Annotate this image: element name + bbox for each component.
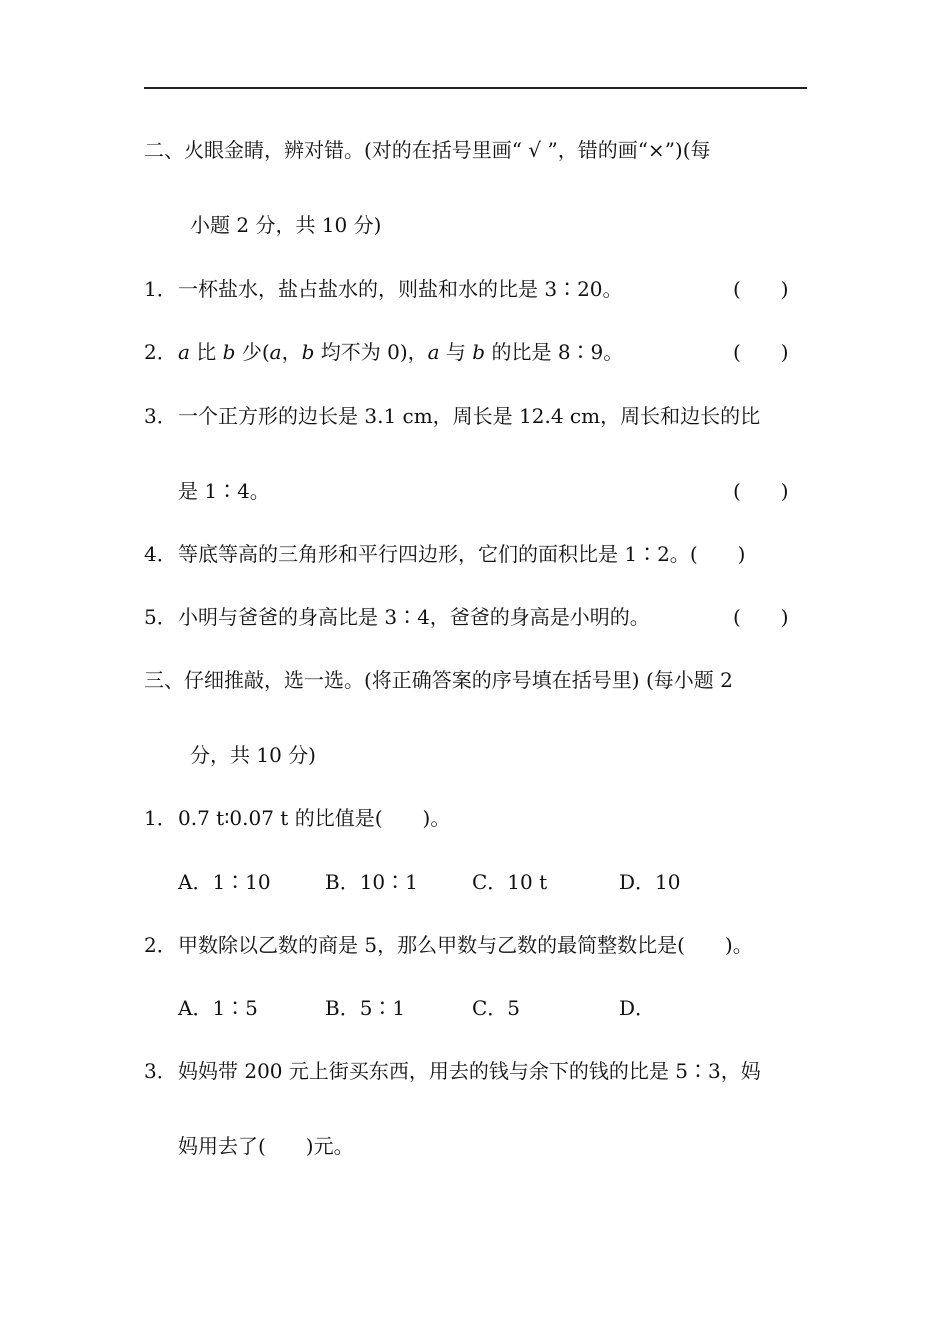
section3-heading: 三、仔细推敲，选一选。(将正确答案的序号填在括号里) (每小题 2: [144, 668, 733, 692]
s3-q3-cont-text: 妈用去了: [178, 1134, 258, 1158]
s3-q1-text: 0.7 t∶0.07 t 的比值是: [178, 806, 375, 830]
var-a: a: [269, 340, 282, 364]
section2-heading-cont: 小题 2 分，共 10 分): [190, 213, 382, 237]
s2-item-1-answer-blank[interactable]: ( ): [733, 277, 789, 301]
s2-item-5-text: 小明与爸爸的身高比是 3∶4，爸爸的身高是小明的。: [178, 605, 650, 629]
s2-item-2: [144, 339, 623, 365]
var-b: b: [472, 340, 486, 364]
s2-item-2-text-part: 少(: [235, 340, 270, 364]
s3-q2-option-a[interactable]: A．1∶5: [178, 996, 258, 1020]
s3-q2-option-d[interactable]: D．: [619, 996, 656, 1020]
s3-q1-number: 1．: [144, 806, 177, 830]
s2-item-2-text-part: 与: [439, 340, 473, 364]
s2-item-5: [144, 604, 650, 630]
s3-q1-option-b[interactable]: B．10∶1: [325, 870, 418, 894]
s2-item-2-text-part: ，: [281, 340, 302, 364]
s2-item-5-answer-blank[interactable]: ( ): [733, 605, 789, 629]
s2-item-3-number: 3．: [144, 404, 177, 428]
s3-q3-text: 妈妈带 200 元上街买东西，用去的钱与余下的钱的比是 5∶3，妈: [178, 1059, 761, 1083]
s2-item-2-answer-blank[interactable]: ( ): [733, 340, 789, 364]
s3-q3-answer-blank[interactable]: ( ): [258, 1134, 314, 1158]
s2-item-4-number: 4．: [144, 542, 177, 566]
s2-item-4-text: 等底等高的三角形和平行四边形，它们的面积比是 1∶2。: [178, 542, 690, 566]
s3-q2-end: 。: [732, 933, 753, 957]
s2-item-1-text: 一杯盐水，盐占盐水的，则盐和水的比是 3∶20。: [178, 277, 623, 301]
header-rule: [144, 87, 807, 89]
s3-q1-answer-blank[interactable]: ( ): [374, 806, 431, 830]
s3-q2: [144, 932, 753, 958]
section2-heading: 二、火眼金睛，辨对错。(对的在括号里画“ √ ”，错的画“×”)(每: [144, 138, 711, 162]
s3-q3-number: 3．: [144, 1059, 177, 1083]
s3-q3-cont: [178, 1133, 354, 1159]
var-a: a: [427, 340, 440, 364]
s3-q1-option-c[interactable]: C．10 t: [472, 870, 548, 894]
s2-item-3-text: 一个正方形的边长是 3.1 cm，周长是 12.4 cm，周长和边长的比: [178, 404, 761, 428]
s3-q2-option-b[interactable]: B．5∶1: [325, 996, 406, 1020]
s3-q1-option-d[interactable]: D．10: [619, 870, 681, 894]
var-b: b: [222, 340, 236, 364]
s2-item-1: [144, 276, 623, 302]
s3-q1-end: 。: [430, 806, 451, 830]
s3-q1-option-a[interactable]: A．1∶10: [178, 870, 271, 894]
s3-q2-number: 2．: [144, 933, 177, 957]
s2-item-3: [144, 403, 760, 429]
s3-q3: [144, 1058, 761, 1084]
s2-item-3-answer-blank[interactable]: ( ): [733, 479, 789, 503]
s2-item-2-text-part: 的比是 8∶9。: [485, 340, 624, 364]
s2-item-2-number: 2．: [144, 340, 177, 364]
s2-item-4-answer-blank[interactable]: ( ): [689, 542, 746, 566]
s2-item-2-text-part: 均不为 0)，: [314, 340, 428, 364]
s2-item-4: [144, 541, 745, 567]
s3-q2-answer-blank[interactable]: ( ): [677, 933, 733, 957]
s3-q1: [144, 805, 450, 831]
var-b: b: [301, 340, 315, 364]
s3-q3-cont-end: 元。: [313, 1134, 354, 1158]
s2-item-2-text-part: 比: [189, 340, 223, 364]
s3-q2-option-c[interactable]: C．5: [472, 996, 521, 1020]
section3-heading-cont: 分，共 10 分): [190, 743, 316, 767]
s2-item-1-number: 1．: [144, 277, 177, 301]
s2-item-5-number: 5．: [144, 605, 177, 629]
s2-item-3-cont: 是 1∶4。: [178, 479, 270, 503]
s3-q2-text: 甲数除以乙数的商是 5，那么甲数与乙数的最简整数比是: [178, 933, 678, 957]
var-a: a: [178, 340, 190, 364]
